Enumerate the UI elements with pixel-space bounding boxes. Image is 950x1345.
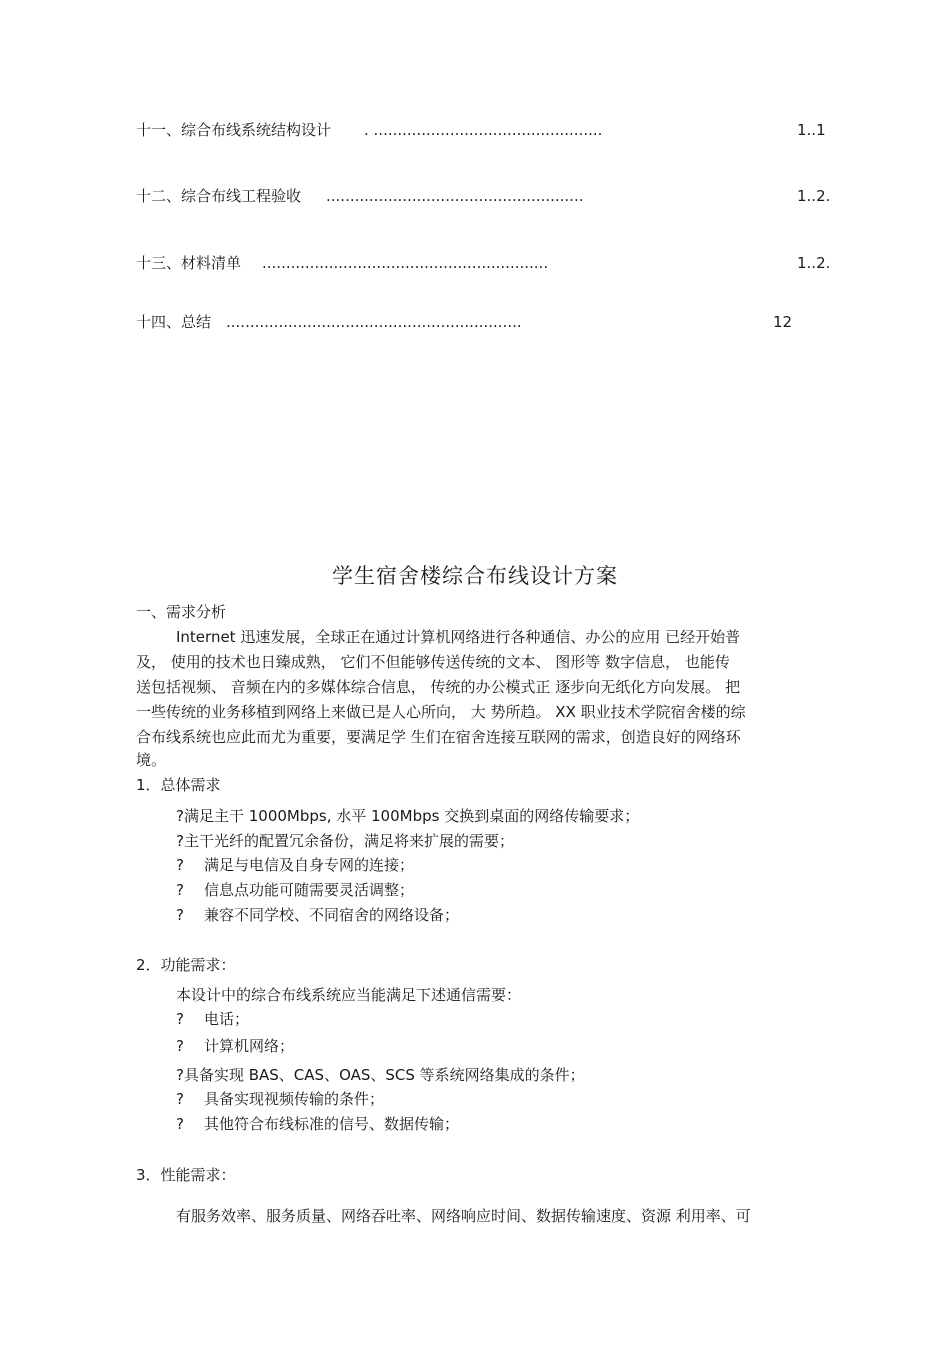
bullet-text: 其他符合布线标准的信号、数据传输； (204, 1115, 460, 1133)
subsection-heading: 1．总体需求 (136, 776, 221, 794)
toc-entry-page[interactable]: 12 (773, 313, 793, 331)
bullet-mark: ? (176, 1010, 184, 1028)
section-heading: 一、需求分析 (136, 603, 227, 621)
bullet-mark: ? (176, 1090, 184, 1108)
paragraph-line: 境。 (136, 751, 167, 769)
bullet-text: 满足与电信及自身专网的连接； (204, 856, 415, 874)
bullet-mark: ? (176, 856, 184, 874)
paragraph-line: 有服务效率、服务质量、网络吞吐率、网络响应时间、数据传输速度、资源 利用率、可 (176, 1207, 751, 1225)
bullet-text: 满足主干 1000Mbps, 水平 100Mbps 交换到桌面的网络传输要求； (183, 807, 640, 825)
bullet-mark: ? (176, 881, 184, 899)
bullet-mark: ? (176, 1115, 184, 1133)
bullet-mark: ? (176, 832, 184, 850)
intro-text: 本设计中的综合布线系统应当能满足下述通信需要： (176, 986, 522, 1004)
bullet-item (176, 1068, 585, 1083)
paragraph-line: Internet 迅速发展，全球正在通过计算机网络进行各种通信、办公的应用 已经开始普 (176, 628, 741, 646)
document-title: 学生宿舍楼综合布线设计方案 (332, 564, 618, 588)
bullet-mark: ? (176, 1037, 184, 1055)
toc-entry-dots: .............................................................. (226, 313, 522, 331)
toc-entry-page[interactable]: 1..2. (797, 187, 831, 205)
bullet-mark: ? (176, 807, 184, 825)
bullet-text: 主干光纤的配置冗余备份，满足将来扩展的需要； (183, 832, 514, 850)
toc-entry-title[interactable]: 十二、综合布线工程验收 (136, 187, 302, 205)
bullet-text: 信息点功能可随需要灵活调整； (204, 881, 415, 899)
bullet-item (176, 834, 514, 849)
bullet-text: 具备实现视频传输的条件； (204, 1090, 385, 1108)
toc-entry-title[interactable]: 十三、材料清单 (136, 254, 242, 272)
paragraph-line: 合布线系统也应此而尤为重要，要满足学 生们在宿舍连接互联网的需求，创造良好的网络环 (136, 728, 741, 746)
paragraph-line: 送包括视频、 音频在内的多媒体综合信息， 传统的办公模式正 逐步向无纸化方向发展。 把 (136, 678, 741, 696)
toc-entry-dots: ............................................................ (262, 254, 549, 272)
bullet-mark: ? (176, 906, 184, 924)
toc-entry-page[interactable]: 1..2. (797, 254, 831, 272)
toc-entry-title[interactable]: 十四、总结 (136, 313, 212, 331)
toc-entry-dots: ...................................................... (326, 187, 584, 205)
bullet-text: 具备实现 BAS、CAS、OAS、SCS 等系统网络集成的条件； (183, 1066, 585, 1084)
bullet-mark: ? (176, 1066, 184, 1084)
subsection-heading: 3．性能需求： (136, 1166, 236, 1184)
toc-entry-title[interactable]: 十一、综合布线系统结构设计 (136, 121, 332, 139)
bullet-text: 计算机网络； (204, 1037, 295, 1055)
bullet-text: 兼容不同学校、不同宿舍的网络设备； (204, 906, 460, 924)
subsection-heading: 2．功能需求： (136, 956, 236, 974)
toc-entry-dots: . ................................................ (364, 121, 603, 139)
paragraph-line: 一些传统的业务移植到网络上来做已是人心所向， 大 势所趋。 XX 职业技术学院宿舍楼的综 (136, 703, 746, 721)
bullet-item (176, 809, 639, 824)
toc-entry-page[interactable]: 1..1 (797, 121, 826, 139)
paragraph-line: 及， 使用的技术也日臻成熟， 它们不但能够传送传统的文本、 图形等 数字信息， 也能传 (136, 653, 730, 671)
bullet-text: 电话； (204, 1010, 250, 1028)
